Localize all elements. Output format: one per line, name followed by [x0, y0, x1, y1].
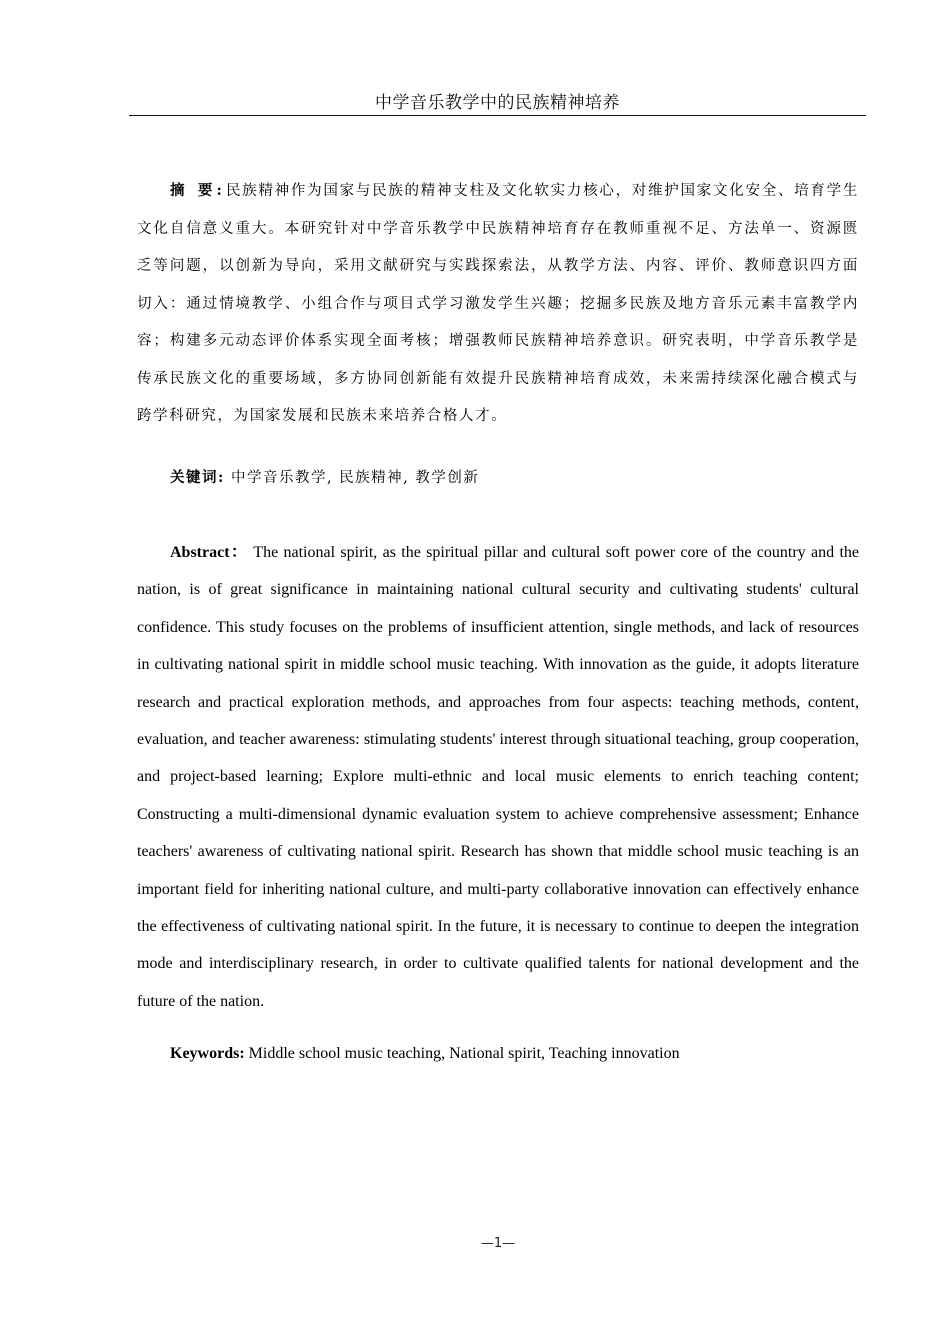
page-header-title: 中学音乐教学中的民族精神培养 [375, 93, 620, 113]
header-rule [129, 115, 866, 116]
chinese-keywords-text: 中学音乐教学, 民族精神, 教学创新 [230, 470, 480, 486]
english-abstract [137, 534, 859, 1020]
english-keywords-text: Middle school music teaching, National spirit, Teaching innovation [248, 1045, 680, 1062]
english-keywords [170, 1042, 680, 1066]
chinese-abstract-label: 摘 要: [170, 182, 226, 199]
chinese-keywords-label: 关键词: [170, 469, 225, 486]
english-keywords-label: Keywords: [170, 1045, 245, 1062]
english-abstract-text: The national spirit, as the spiritual pillar and cultural soft power core of the country and the nation, is of great significance in maintaining national cultural security and cultivating students' cultural confidence. This study focuses on the problems of insufficient attention, single methods, and lack of resources in cultivating national spirit in middle school music teaching. With innovation as the guide, it adopts literature research and practical exploration methods, and approaches from four aspects: teaching methods, content, evaluation, and teacher awareness: stimulating students' interest through situational teaching, group cooperation, and project-based learning; Explore multi-ethnic and local music elements to enrich teaching content; Constructing a multi-dimensional dynamic evaluation system to achieve comprehensive assessment; Enhance teachers' awareness of cultivating national spirit. Research has shown that middle school music teaching is an important field for inheriting national culture, and multi-party collaborative innovation can effectively enhance the effectiveness of cultivating national spirit. In the future, it is necessary to continue to deepen the integration mode and interdisciplinary research, in order to cultivate qualified talents for national development and the future of the nation. [137, 544, 860, 1010]
chinese-abstract-text: 民族精神作为国家与民族的精神支柱及文化软实力核心，对维护国家文化安全、培育学生文化自信意义重大。本研究针对中学音乐教学中民族精神培育存在教师重视不足、方法单一、资源匮乏等问题，以创新为导向，采用文献研究与实践探索法，从教学方法、内容、评价、教师意识四方面切入：通过情境教学、小组合作与项目式学习激发学生兴趣；挖掘多民族及地方音乐元素丰富教学内容；构建多元动态评价体系实现全面考核；增强教师民族精神培养意识。研究表明，中学音乐教学是传承民族文化的重要场域，多方协同创新能有效提升民族精神培育成效，未来需持续深化融合模式与跨学科研究，为国家发展和民族未来培养合格人才。 [137, 183, 859, 424]
english-abstract-label: Abstract： [170, 544, 249, 561]
chinese-keywords [170, 466, 479, 490]
page-number: —1— [480, 1236, 516, 1251]
chinese-abstract [137, 172, 859, 436]
